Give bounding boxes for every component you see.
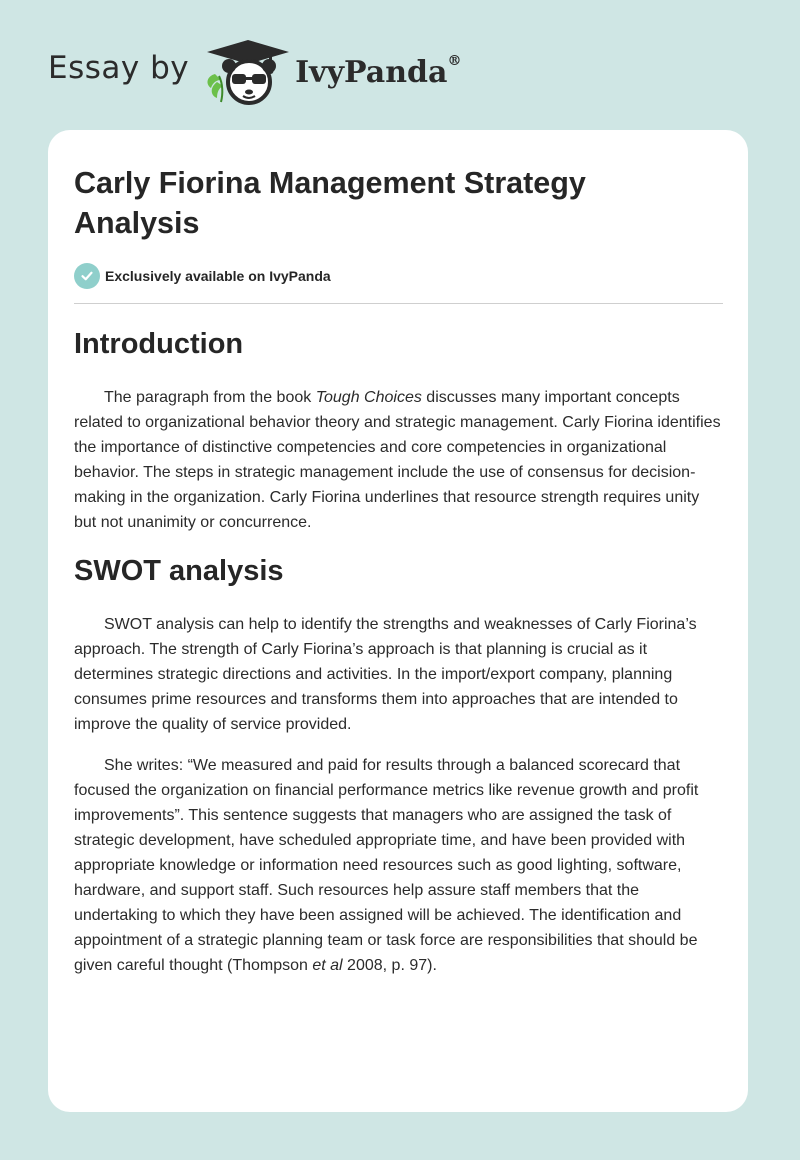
- site-header: [48, 36, 461, 108]
- exclusive-badge: [74, 263, 331, 289]
- page-title: Carly Fiorina Management Strategy Analysis: [74, 166, 586, 240]
- paragraph-text: She writes: “We measured and paid for results through a balanced scorecard that focused the organization on financial performance metrics like revenue growth and profit improvements”. This sentence suggests that managers who are assigned the task of strategic development, have scheduled appropriate time, and have been provided with appropriate knowledge or information need resources such as good lighting, software, hardware, and support staff. Such resources help assure staff members that the undertaking to which they have been assigned will be achieved. The identification and appointment of a strategic planning team or task force are responsibilities that should be given careful thought (Thompson: [74, 757, 699, 974]
- essay-by-label: Essay by: [48, 50, 190, 86]
- panda-logo-icon[interactable]: [203, 36, 293, 108]
- brand-text: IvyPanda: [295, 54, 448, 90]
- section-heading-swot: SWOT analysis: [74, 555, 284, 587]
- citation-italic: et al: [312, 957, 343, 974]
- divider: [74, 303, 723, 304]
- paragraph: [74, 753, 724, 978]
- section-heading-introduction: Introduction: [74, 328, 244, 360]
- paragraph-text: The paragraph from the book: [104, 389, 316, 406]
- paragraph-text: 2008, p. 97).: [342, 957, 437, 974]
- book-title-italic: Tough Choices: [315, 389, 422, 406]
- registered-mark: ®: [447, 52, 462, 69]
- paragraph: SWOT analysis can help to identify the strengths and weaknesses of Carly Fiorina’s approach. The strength of Carly Fiorina’s approach is that planning is crucial as it determines strategic directions and activities. In the import/export company, planning consumes prime resources and transforms them into approaches that are intended to improve the quality of service provided.: [74, 616, 697, 733]
- exclusive-label: Exclusively available on IvyPanda: [105, 268, 331, 284]
- brand-name[interactable]: [295, 52, 462, 90]
- paragraph: [74, 385, 724, 535]
- check-circle-icon: [74, 263, 100, 289]
- ivy-leaf-icon: [208, 74, 223, 102]
- essay-card: [48, 130, 748, 1112]
- paragraph-text: discusses many important concepts related to organizational behavior theory and strategic management. Carly Fiorina identifies the importance of distinctive competencies and core competencies in organizational behavior. The steps in strategic management include the use of consensus for decision-making in the organization. Carly Fiorina underlines that resource strength requires unity but not unanimity or concurrence.: [74, 389, 721, 531]
